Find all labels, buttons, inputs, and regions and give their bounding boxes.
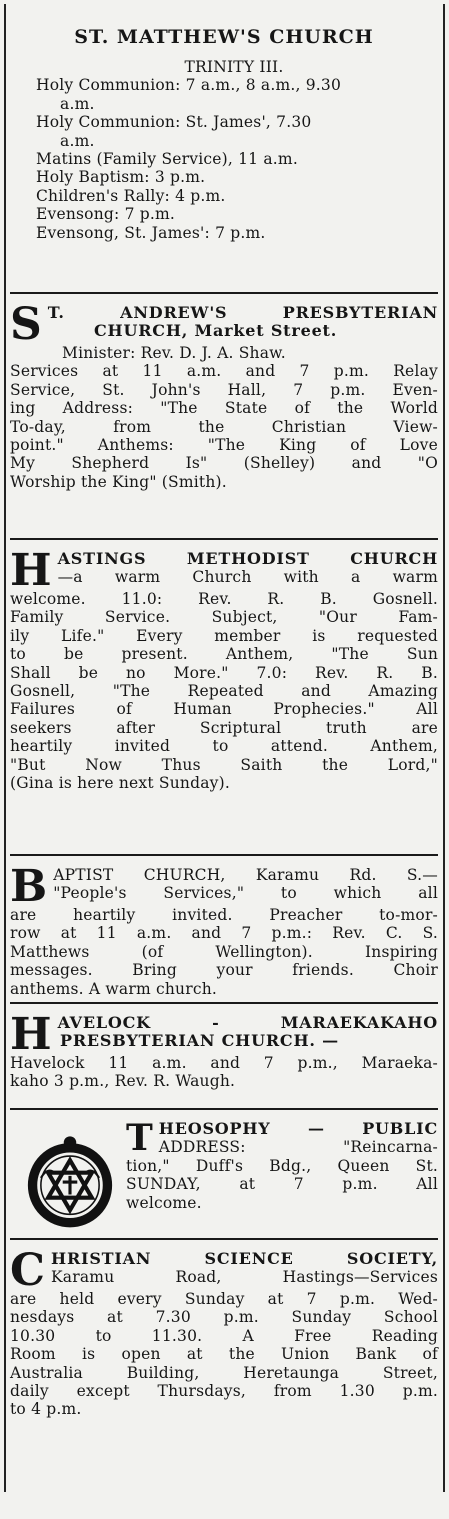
notice-line: Holy Baptism: 3 p.m. <box>36 168 206 187</box>
notice-line: nesdays at 7.30 p.m. Sunday School <box>10 1308 438 1327</box>
notice-line: T. ANDREW'S PRESBYTERIAN <box>47 303 438 322</box>
notice-line: tion," Duff's Bdg., Queen St. <box>126 1156 438 1175</box>
notice-baptist <box>10 856 438 1002</box>
drop-cap: H <box>10 1009 52 1060</box>
notice-line: AVELOCK - MARAEKAKAHO <box>57 1013 438 1032</box>
notice-line: "People's Services," to which all <box>53 884 438 903</box>
notice-line: Matthews (of Wellington). Inspiring <box>10 942 438 961</box>
notice-line: anthems. A warm church. <box>10 979 218 998</box>
notice-line: welcome. 11.0: Rev. R. B. Gosnell. <box>10 590 438 608</box>
notice-line: Karamu Road, Hastings—Services <box>51 1268 438 1287</box>
notice-st-matthews <box>10 0 438 292</box>
notice-line: ADDRESS: "Reincarna- <box>158 1138 438 1157</box>
notice-line: To-day, from the Christian View- <box>10 417 438 436</box>
notice-line: point." Anthems: "The King of Love <box>10 436 438 455</box>
notice-line: (Gina is here next Sunday). <box>10 774 230 793</box>
notice-line: HEOSOPHY — PUBLIC <box>158 1119 438 1138</box>
notice-line: messages. Bring your friends. Choir <box>10 961 438 980</box>
notice-line: daily except Thursdays, from 1.30 p.m. <box>10 1382 438 1401</box>
notice-line: row at 11 a.m. and 7 p.m.: Rev. C. S. <box>10 924 438 943</box>
notice-line: kaho 3 p.m., Rev. R. Waugh. <box>10 1072 236 1091</box>
notice-line: Failures of Human Prophecies." All <box>10 700 438 719</box>
notice-line: Gosnell, "The Repeated and Amazing <box>10 682 438 701</box>
drop-cap: C <box>10 1245 46 1296</box>
notice-line: Holy Communion: St. James', 7.30 <box>36 113 312 132</box>
right-column-rule <box>443 4 445 1492</box>
notice-line: TRINITY III. <box>184 58 284 76</box>
church-notices-column <box>10 0 438 1430</box>
notice-line: HRISTIAN SCIENCE SOCIETY, <box>51 1249 438 1268</box>
notice-line: Children's Rally: 4 p.m. <box>36 186 226 205</box>
notice-line: APTIST CHURCH, Karamu Rd. S.— <box>53 866 438 884</box>
theosophical-seal-icon <box>18 1128 122 1232</box>
notice-line: SUNDAY, at 7 p.m. All <box>126 1175 438 1194</box>
notice-line: welcome. <box>126 1193 202 1212</box>
left-column-rule <box>4 4 6 1492</box>
notice-line: Evensong, St. James': 7 p.m. <box>36 223 266 242</box>
notice-line: "But Now Thus Saith the Lord," <box>10 755 438 774</box>
notice-line: Family Service. Subject, "Our Fam- <box>10 608 438 627</box>
notice-line: ily Life." Every member is requested <box>10 626 438 645</box>
notice-title: ST. MATTHEW'S CHURCH <box>74 26 374 48</box>
drop-cap: B <box>10 861 48 912</box>
notice-line: 10.30 to 11.30. A Free Reading <box>10 1326 438 1345</box>
notice-line: are heartily invited. Preacher to-mor- <box>10 906 438 924</box>
notice-line: Shall be no More." 7.0: Rev. R. B. <box>10 663 438 682</box>
notice-line: PRESBYTERIAN CHURCH. — <box>60 1031 339 1051</box>
notice-line: to 4 p.m. <box>10 1400 82 1419</box>
notice-hastings-methodist <box>10 540 438 854</box>
notice-line: ASTINGS METHODIST CHURCH <box>57 549 438 568</box>
notice-line: seekers after Scriptural truth are <box>10 718 438 737</box>
notice-theosophy <box>10 1110 438 1238</box>
notice-line: Matins (Family Service), 11 a.m. <box>36 150 298 169</box>
notice-line: Holy Communion: 7 a.m., 8 a.m., 9.30 <box>36 76 342 95</box>
notice-line: a.m. <box>60 131 95 150</box>
notice-havelock <box>10 1004 438 1108</box>
drop-cap: H <box>10 545 52 596</box>
notice-line: Evensong: 7 p.m. <box>36 205 176 224</box>
notice-line: —a warm Church with a warm <box>57 568 438 587</box>
notice-line: Service, St. John's Hall, 7 p.m. Even- <box>10 380 438 399</box>
notice-line: Room is open at the Union Bank of <box>10 1345 438 1364</box>
drop-cap: S <box>10 299 42 350</box>
notice-line: heartily invited to attend. Anthem, <box>10 737 438 756</box>
notice-line: are held every Sunday at 7 p.m. Wed- <box>10 1290 438 1308</box>
notice-line: ing Address: "The State of the World <box>10 399 438 418</box>
notice-line: Havelock 11 a.m. and 7 p.m., Maraeka- <box>10 1054 438 1072</box>
notice-line: Worship the King" (Smith). <box>10 472 227 491</box>
notice-line: to be present. Anthem, "The Sun <box>10 645 438 664</box>
notice-line: Minister: Rev. D. J. A. Shaw. <box>62 344 286 362</box>
notice-line: Services at 11 a.m. and 7 p.m. Relay <box>10 362 438 381</box>
notice-line: a.m. <box>60 94 95 113</box>
drop-cap: T <box>126 1117 153 1159</box>
notice-line: My Shepherd Is" (Shelley) and "O <box>10 454 438 473</box>
notice-line: CHURCH, Market Street. <box>94 321 338 341</box>
notice-st-andrews <box>10 294 438 538</box>
notice-line: Australia Building, Heretaunga Street, <box>10 1363 438 1382</box>
notice-christian-science <box>10 1240 438 1430</box>
